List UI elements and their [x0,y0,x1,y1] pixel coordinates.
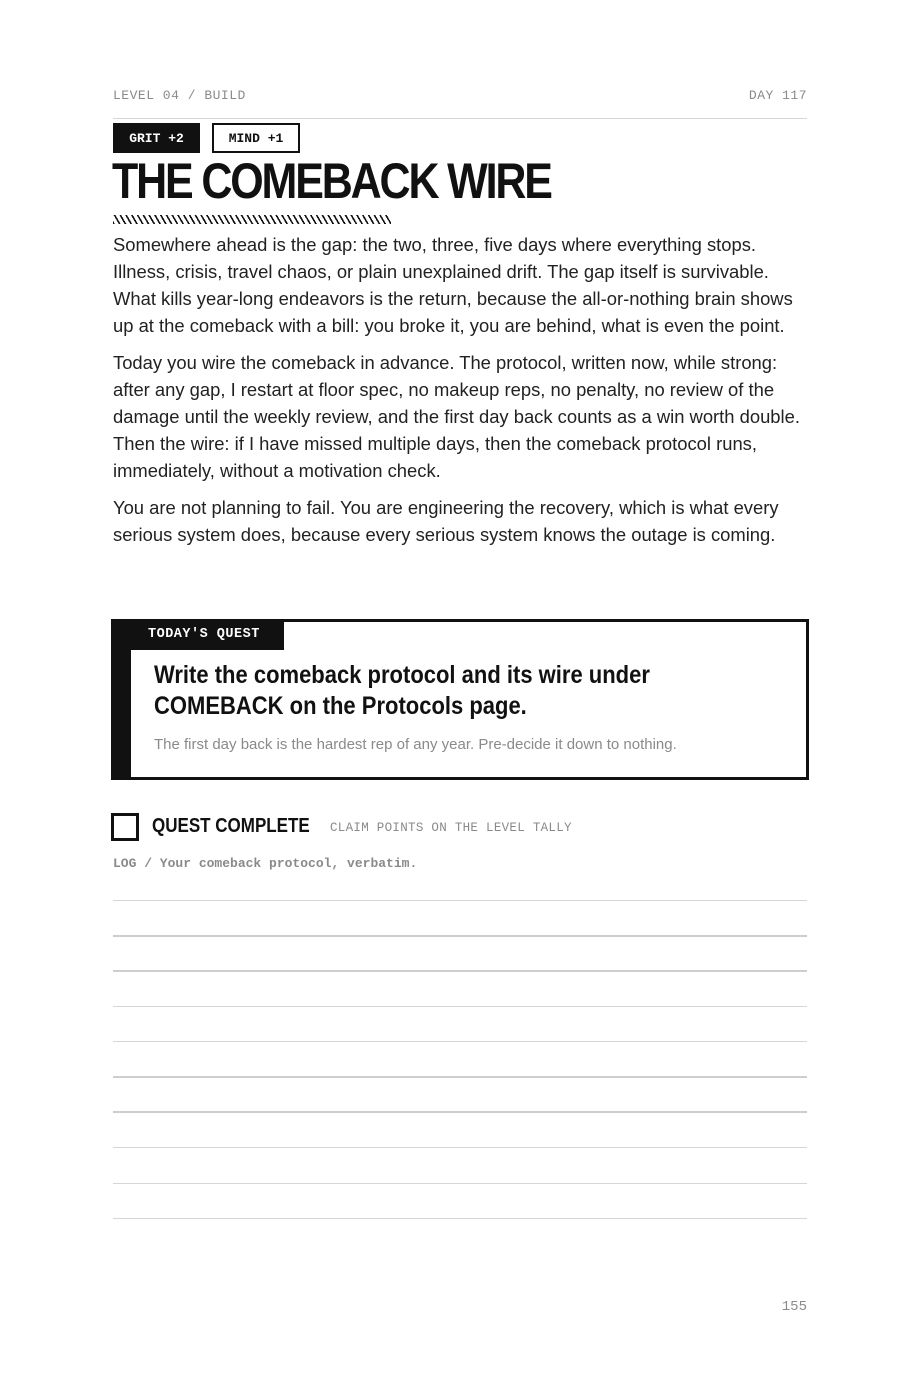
paragraph: Somewhere ahead is the gap: the two, three, five days where everything stops. Illness, crisis, travel chaos, or plain unexplained drift. The gap itself is survivable. What kills year-long endeavors is the return, because the all-or-nothing brain shows up at the comeback with a bill: you broke it, you are behind, what is even the point. [113,234,793,336]
claim-points-note: CLAIM POINTS ON THE LEVEL TALLY [330,821,572,835]
paragraph: Today you wire the comeback in advance. The protocol, written now, while strong: after any gap, I restart at floor spec, no makeup reps, no penalty, no review of the damage until the weekly review, and the first day back counts as a win worth double. Then the wire: if I have missed multiple days, then the comeback protocol runs, immediately, without a motivation check. [113,352,800,481]
log-writing-line[interactable] [113,935,807,937]
quest-subtitle: The first day back is the hardest rep of any year. Pre-decide it down to nothing. [154,736,677,753]
stat-badges [113,123,300,153]
log-writing-line[interactable] [113,1006,807,1007]
log-writing-line[interactable] [113,1041,807,1042]
header-divider [113,118,807,119]
log-writing-line[interactable] [113,900,807,901]
page-number: 155 [781,1299,807,1315]
paragraph: You are not planning to fail. You are engineering the recovery, which is what every serious system does, because every serious system knows the outage is coming. [113,497,779,545]
section-label: LEVEL 04 / BUILD [113,88,246,103]
quest-card [111,619,809,780]
quest-tab-label: TODAY'S QUEST [131,619,284,650]
mind-badge: MIND +1 [212,123,300,153]
log-writing-line[interactable] [113,970,807,972]
grit-badge: GRIT +2 [113,123,200,153]
page-header [113,88,807,103]
log-label: LOG / Your comeback protocol, verbatim. [113,856,418,871]
log-writing-line[interactable] [113,1183,807,1184]
log-writing-line[interactable] [113,1147,807,1148]
log-writing-line[interactable] [113,1111,807,1113]
quest-title: Write the comeback protocol and its wire under COMEBACK on the Protocols page. [154,661,650,720]
day-label: DAY 117 [748,88,807,103]
body-text [113,231,813,558]
page-title: THE COMEBACK WIRE [112,153,551,209]
quest-complete-row [111,813,811,841]
log-writing-line[interactable] [113,1076,807,1078]
quest-complete-checkbox[interactable] [111,813,139,841]
title-hatch-decoration [113,215,391,224]
log-writing-line[interactable] [113,1218,807,1219]
quest-complete-label: QUEST COMPLETE [152,815,310,837]
